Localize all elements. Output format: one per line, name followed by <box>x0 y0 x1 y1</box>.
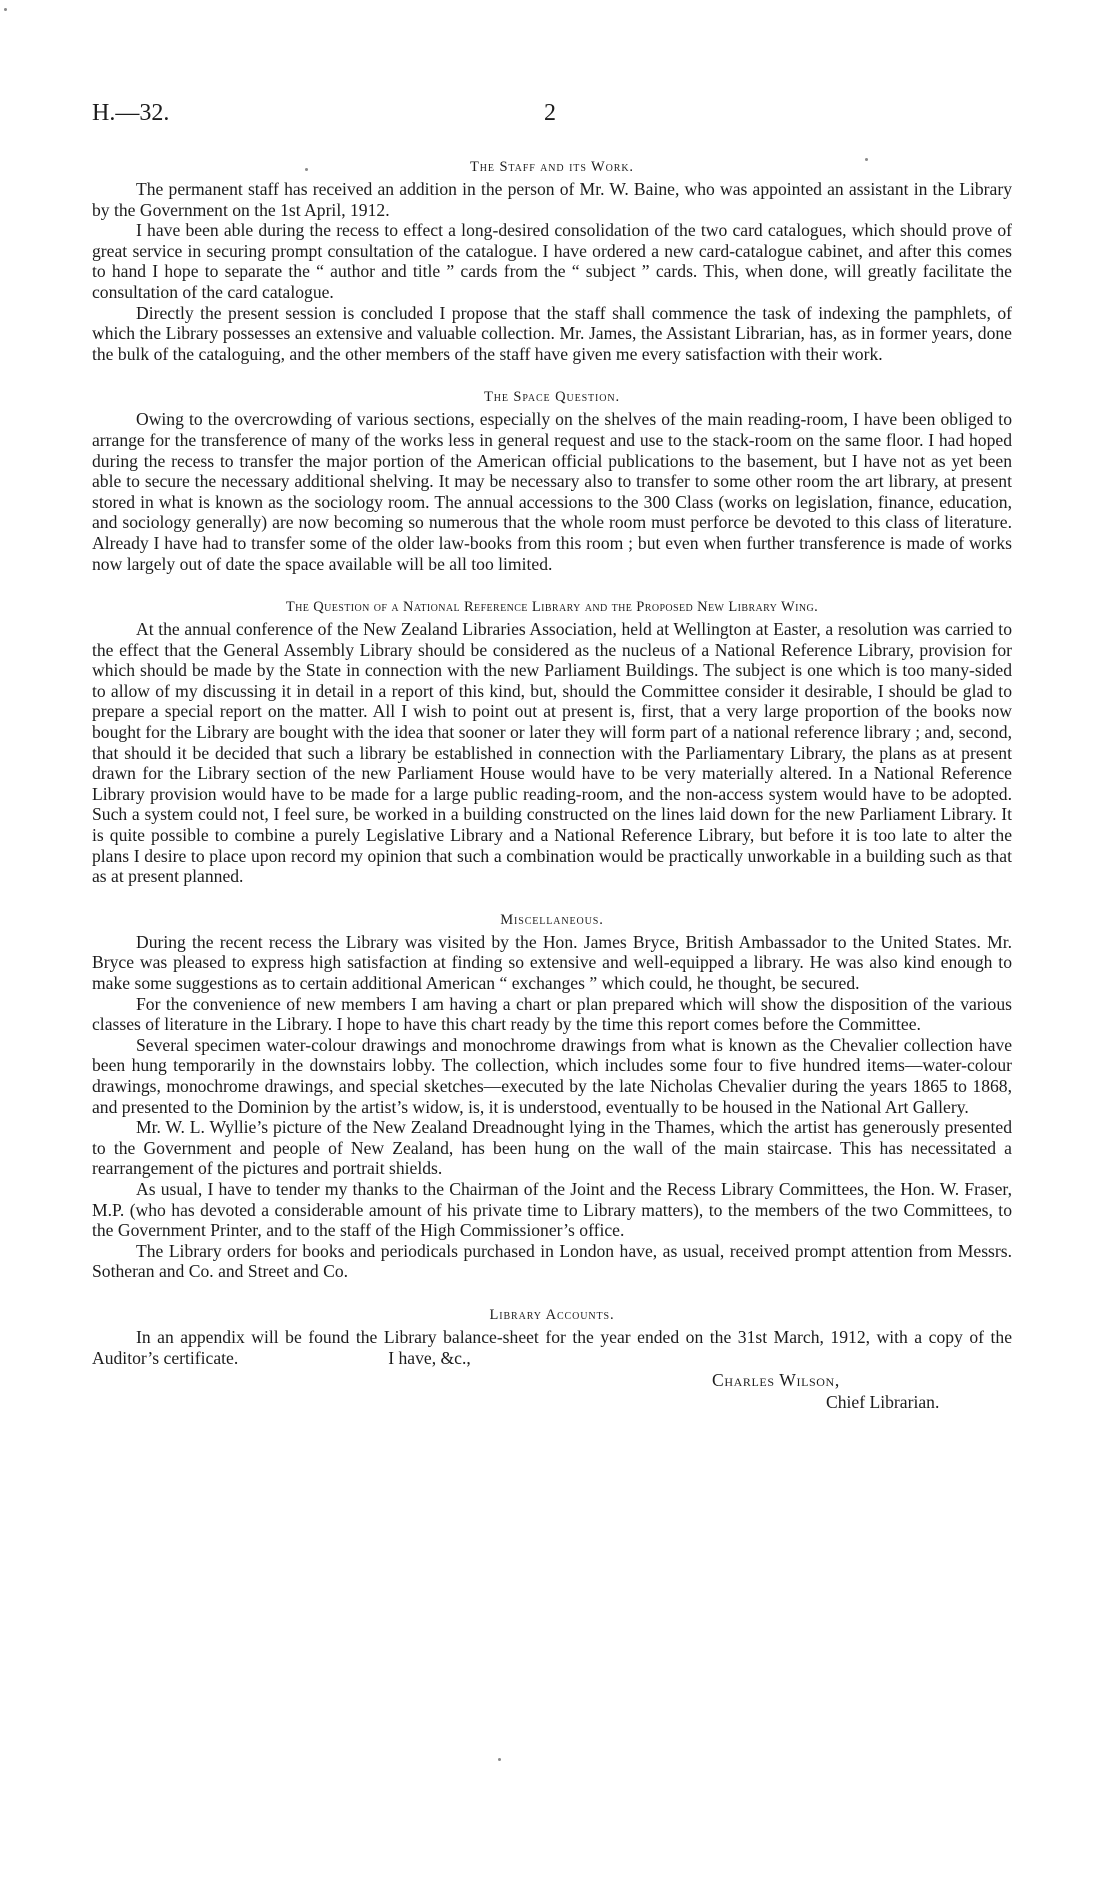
paragraph: Mr. W. L. Wyllie’s picture of the New Zealand Dreadnought lying in the Thames, which the artist has generously presented to the Government and people of New Zealand, has been hung on the wall of the main staircase. This has necessitated a rearrangement of the pictures and portrait shields. <box>92 1117 1012 1179</box>
scan-mark <box>305 168 308 171</box>
paragraph: As usual, I have to tender my thanks to the Chairman of the Joint and the Recess Library Committees, the Hon. W. Fraser, M.P. (who has devoted a considerable amount of his private time to Library matters), to the members of the two Committees, to the Government Printer, and to the staff of the High Commissioner’s office. <box>92 1178 1012 1241</box>
section-heading-accounts: Library Accounts. <box>489 1306 615 1323</box>
section-heading-staff: The Staff and its Work. <box>470 159 634 175</box>
paragraph: The Library orders for books and periodicals purchased in London have, as usual, received prompt attention from Messrs. Sotheran and Co. and Street and Co. <box>92 1240 1012 1282</box>
scan-mark <box>498 1758 501 1761</box>
salutation: I have, &c., <box>388 1347 471 1368</box>
accounts-text: In an appendix will be found the Library balance-sheet for the year ended on the 31st March, 1912, with a copy of the Auditor’s certificate. <box>92 1326 1012 1368</box>
section-heading-space: The Space Question. <box>483 389 621 406</box>
scan-mark <box>4 8 7 11</box>
page-header <box>92 100 1012 130</box>
paragraph: During the recent recess the Library was visited by the Hon. James Bryce, British Ambassador to the United States. Mr. Bryce was pleased to express high satisfaction at finding so extensive and well-equipped a library. He was also kind enough to make some suggestions as to certain additional American “ exchanges ” which could, he thought, be secured. <box>92 931 1012 993</box>
signatory-title: Chief Librarian. <box>826 1392 940 1413</box>
section-heading-national-library: The Question of a National Reference Library and the Proposed New Library Wing. <box>285 599 819 616</box>
paragraph: I have been able during the recess to effect a long-desired consolidation of the two card catalogues, which should prove of great service in securing prompt consultation of the catalogue. I have ordered a new card-catalogue cabinet, and after this comes to hand I hope to separate the “ author and title ” cards from the “ subject ” cards. This, when done, will greatly facilitate the consultation of the card catalogue. <box>92 220 1012 302</box>
document-reference: H.—32. <box>92 100 170 126</box>
paragraph: Directly the present session is concluded I propose that the staff shall commence the task of indexing the pamphlets, of which the Library possesses an extensive and valuable collection. Mr. James, the Assistant Librarian, has, as in former years, done the bulk of the cataloguing, and the other members of the staff have given me every satisfaction with their work. <box>92 302 1012 364</box>
signature-block <box>92 1368 1012 1424</box>
paragraph: Owing to the overcrowding of various sections, especially on the shelves of the main reading-room, I have been obliged to arrange for the transference of many of the works less in general request and use to the stack-room on the same floor. I had hoped during the recess to transfer the major portion of the American official publications to the basement, but I have not as yet been able to secure the necessary additional shelving. It may be necessary also to transfer to some other room the art library, at present stored in what is known as the sociology room. The annual accessions to the 300 Class (works on legislation, finance, education, and sociology generally) are now becoming so numerous that the whole room must perforce be devoted to this class of literature. Already I have had to transfer some of the older law-books from this room ; but even when further transference is made of works now largely out of date the space available will be all too limited. <box>92 409 1012 574</box>
paragraph: The permanent staff has received an addition in the person of Mr. W. Baine, who was appointed an assistant in the Library by the Government on the 1st April, 1912. <box>92 179 1012 220</box>
paragraph: For the convenience of new members I am having a chart or plan prepared which will show the disposition of the various classes of literature in the Library. I hope to have this chart ready by the time this report comes before the Committee. <box>92 993 1012 1035</box>
page-number: 2 <box>544 100 556 126</box>
paragraph: At the annual conference of the New Zealand Libraries Association, held at Wellington at Easter, a resolution was carried to the effect that the General Assembly Library should be considered as the nucleus of a National Reference Library, provision for which should be made by the State in connection with the new Parliament Buildings. The subject is one which is too many-sided to allow of my discussing it in detail in a report of this kind, but, should the Committee consider it desirable, I should be glad to prepare a special report on the matter. All I wish to point out at present is, first, that a very large proportion of the books now bought for the Library are bought with the idea that sooner or later they will form part of a national reference library ; and, second, that should it be decided that such a library be established in connection with the Parliamentary Library, the plans as at present drawn for the Library section of the new Parliament House would have to be very materially altered. In a National Reference Library provision would have to be made for a large public reading-room, and the non-access system would have to be adopted. Such a system could not, I feel sure, be worked in a building constructed on the lines laid down for the new Parliament Library. It is quite possible to combine a purely Legislative Library and a National Reference Library, but before it is too late to alter the plans I desire to place upon record my opinion that such a combination would be practically unworkable in a building such as that as at present planned. <box>92 619 1012 887</box>
section-heading-miscellaneous: Miscellaneous. <box>500 911 604 928</box>
paragraph <box>92 1327 1012 1368</box>
signatory-name: Charles Wilson, <box>712 1370 840 1391</box>
scan-mark <box>865 158 868 161</box>
paragraph: Several specimen water-colour drawings and monochrome drawings from what is known as the Chevalier collection have been hung temporarily in the downstairs lobby. The collection, which includes some four to five hundred items—water-colour drawings, monochrome drawings, and special sketches—executed by the late Nicholas Chevalier during the years 1865 to 1868, and presented to the Dominion by the artist’s widow, is, it is understood, eventually to be housed in the National Art Gallery. <box>92 1034 1012 1117</box>
report-body <box>92 158 1012 1424</box>
